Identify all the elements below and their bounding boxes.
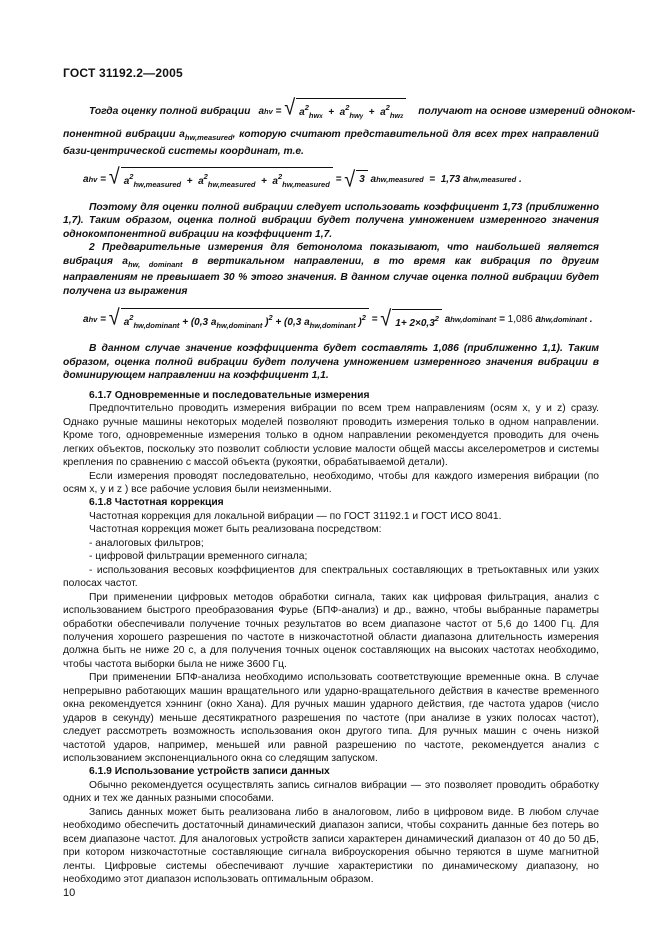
list-item: - использования весовых коэффициентов для спектральных составляющих в третьоктавных или узких полосах частот. bbox=[63, 564, 599, 590]
section-6-1-8-p2: Частотная коррекция может быть реализована посредством: bbox=[89, 524, 382, 536]
section-6-1-9-p2: Запись данных может быть реализована либо в аналоговом, либо в цифровом виде. В любом случае необходимо обеспечить достаточный динамический диапазон записи, чтобы сохранить данные без потерь во всем диапазоне частот. Для аналоговых устройств записи характерен динамический диапазон от 40 до 50 дБ, при котором низкочастотные составляющие сигнала виброускорения обычно теряются в шуме магнитной ленты. Цифровые системы обеспечивают лучшие характеристики по динамическому диапазону, но необходимо этот диапазон использовать оптимальным образом. bbox=[63, 806, 599, 886]
list-item: - цифровой фильтрации временного сигнала; bbox=[89, 551, 308, 563]
page-number: 10 bbox=[63, 887, 76, 899]
section-6-1-8-p3: При применении цифровых методов обработки сигнала, таких как цифровая фильтрация, анализ с использованием быстрого преобразования Фурье (БПФ-анализ) и др., важно, чтобы выбранные параметры обработки обеспечивали получение точных результатов во всем диапазоне частот от 5,6 до 1400 Гц. Для получения хорошего разрешения по частоте в низкочастотной области диапазона длительность измерения должна быть не ниже 20 с, а для получения точных оценок составляющих на высоких частотах необходимо, чтобы частота выборки была не ниже 3600 Гц. bbox=[63, 591, 599, 670]
intro-lead-after: получают на основе измерений одноком- bbox=[418, 105, 636, 117]
paragraph-factor: Поэтому для оценки полной вибрации следует использовать коэффициент 1,73 (приближенно 1,7). Таким образом, оценка полной вибрации будет получена умножением измеренного значения однокомпонентной вибрации на коэффициент 1,7. bbox=[63, 201, 599, 240]
intro-lead-before: Тогда оценку полной вибрации bbox=[89, 105, 251, 117]
f1-radical: √ $a^2_{hwx} + a^2_{hwy} + a^2_{hwz}$ bbox=[284, 98, 406, 124]
formula-2: a hv = √ $a^2_{hw,measured} + a^2_{hw,measured} + a^2_{hw,measured}$ = √ 3 a hw,measured = 1,73 a hw,measured . bbox=[83, 165, 522, 192]
section-6-1-9-p1: Обычно рекомендуется осуществлять запись сигналов вибрации — это позволяет проводить обработку одних и тех же данных разными способами. bbox=[63, 779, 599, 805]
section-6-1-8-p4: При применении БПФ-анализа необходимо использовать соответствующие временные окна. В случае непрерывно работающих машин вращательного или ударно-вращательного действия в качестве временного окна рекомендуется хэннинг (окно Хана). Для ручных машин ударного действия, где частота ударов (число ударов в секунду) меньше десятикратного разрешения по частоте (при анализе в узких полосах частот), следует рассмотреть возможность использования окон другого типа. Для ручных машин с очень низкой частотой ударов, например, меньшей или равной разрешению по частоте, рекомендуется анализ с использованием экспоненциального окна со следящим запуском. bbox=[63, 672, 599, 765]
list-item: - аналоговых фильтров; bbox=[89, 537, 204, 549]
f1-lhs-sub: hv bbox=[264, 106, 273, 116]
section-6-1-7-p2: Если измерения проводят последовательно, необходимо, чтобы для каждого измерения вибрации (по осям x, y и z ) все рабочие условия были неизменными. bbox=[63, 470, 599, 495]
section-6-1-7-p1: Предпочтительно проводить измерения вибрации по всем трем направлениям (осям x, y и z) сразу. Однако ручные машины некоторых моделей позволяют проводить измерения только в одном направлении. Кроме того, одновременные измерения только в одном направлении рекомендуется проводить для очень легких объектов, поскольку это позволит соблюсти условие малости общей массы акселерометров и системы крепления по сравнению с массой объекта (рукоятки, обрабатываемой детали). bbox=[63, 403, 599, 469]
formula-3: a hv = √ $a^2_{hw,dominant} + (0,3$ $a_{hw,dominant}$ )$^2$ + (0,3 $a_{hw,dominant}$ )$^2$ = √ $1+ 2\times 0,3^2$ a hw,dominant = 1,086 a hw,dominant . bbox=[83, 305, 593, 332]
section-6-1-8-p1: Частотная коррекция для локальной вибрации — по ГОСТ 31192.1 и ГОСТ ИСО 8041. bbox=[89, 510, 502, 522]
section-6-1-7-title: 6.1.7 Одновременные и последовательные измерения bbox=[89, 389, 370, 401]
paragraph-concrete-end: В данном случае значение коэффициента будет составлять 1,086 (приближенно 1,1). Таким образом, оценка полной вибрации будет получена умножением измеренного значения вибрации в доминирующем направлении на коэффициент 1,1. bbox=[63, 343, 599, 382]
formula-1: a hv = √ $a^2_{hwx} + a^2_{hwy} + a^2_{hwz}$ bbox=[258, 98, 406, 124]
intro-continuation: понентной вибрации $a_{hw,measured}$, которую считают представительной для всех трех направлений бази-центрической системы координат, т.е. bbox=[63, 129, 599, 157]
f1-lhs: a bbox=[258, 105, 265, 117]
intro-line bbox=[63, 95, 636, 124]
paragraph-concrete: 2 Предварительные измерения для бетонолома показывают, что наибольшей является вибрация $a_{hw, dominant}$ в вертикальном направлении, в то время как вибрация по другим направлениям не превышает 30 % этого значения. В данном случае оценка полной вибрации будет получена из выражения bbox=[63, 242, 599, 297]
page-header: ГОСТ 31192.2—2005 bbox=[63, 66, 183, 80]
page-content bbox=[63, 95, 636, 887]
section-6-1-8-title: 6.1.8 Частотная коррекция bbox=[89, 497, 224, 509]
section-6-1-9-title: 6.1.9 Использование устройств записи данных bbox=[89, 766, 330, 778]
